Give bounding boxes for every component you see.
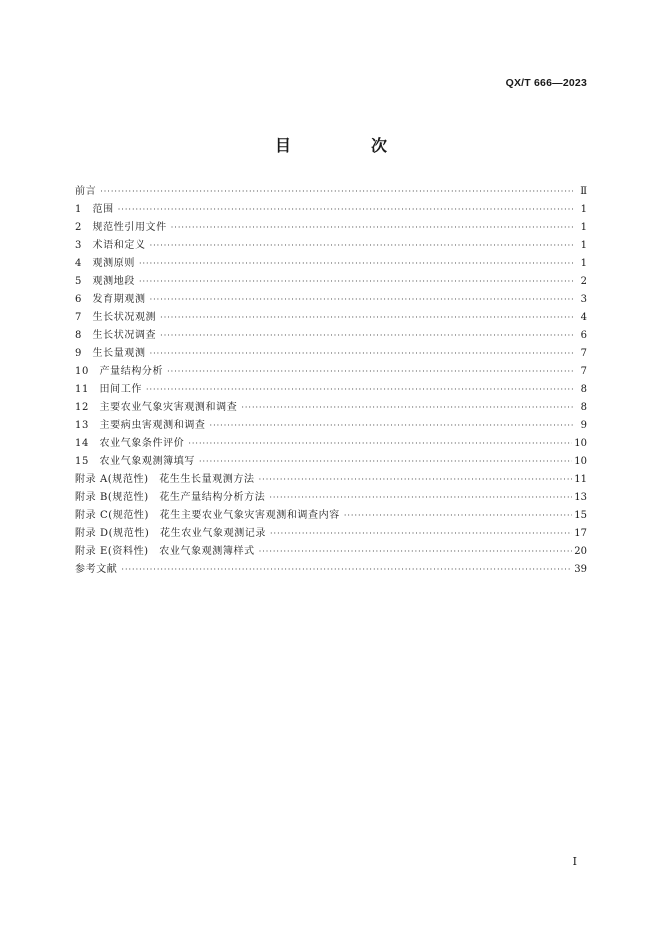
toc-entry-label: 5 观测地段	[75, 276, 135, 287]
toc-entry-page: 39	[574, 564, 587, 575]
toc-entry-12[interactable]	[75, 399, 587, 417]
toc-entry-label: 11 田间工作	[75, 384, 142, 395]
toc-dot-leader	[160, 327, 573, 345]
toc-entry-5[interactable]	[75, 273, 587, 291]
toc-dot-leader	[150, 345, 573, 363]
toc-dot-leader	[259, 543, 573, 561]
toc-entry-label: 附录 B(规范性) 花生产量结构分析方法	[75, 492, 266, 503]
page-title: 目 次	[274, 136, 419, 155]
toc-entry-page: 1	[580, 222, 587, 233]
toc-dot-leader	[241, 399, 573, 417]
toc-entry-page: 2	[580, 276, 587, 287]
toc-dot-leader	[167, 363, 573, 381]
toc-entry-4[interactable]	[75, 255, 587, 273]
toc-entry-6[interactable]	[75, 291, 587, 309]
toc-entry-page: 13	[574, 492, 587, 503]
toc-dot-leader	[118, 201, 573, 219]
toc-entry-page: 20	[574, 546, 587, 557]
toc-entry-page: 3	[580, 294, 587, 305]
toc-dot-leader	[259, 471, 573, 489]
toc-dot-leader	[121, 561, 572, 579]
toc-entry-appendix-e[interactable]	[75, 543, 587, 561]
toc-entry-1[interactable]	[75, 201, 587, 219]
toc-entry-page: 17	[574, 528, 587, 539]
toc-entry-appendix-b[interactable]	[75, 489, 587, 507]
toc-entry-page: 10	[574, 456, 587, 467]
toc-entry-page: 7	[580, 366, 587, 377]
toc-dot-leader	[210, 417, 573, 435]
toc-entry-label: 前言	[75, 186, 97, 197]
toc-entry-label: 4 观测原则	[75, 258, 135, 269]
document-code: QX/T 666—2023	[505, 77, 587, 89]
toc-entry-page: 4	[580, 312, 587, 323]
toc-entry-3[interactable]	[75, 237, 587, 255]
toc-dot-leader	[139, 255, 573, 273]
toc-dot-leader	[160, 309, 573, 327]
toc-entry-page: 9	[580, 420, 587, 431]
toc-entry-page: 10	[574, 438, 587, 449]
toc-dot-leader	[100, 183, 573, 201]
table-of-contents	[75, 183, 587, 579]
toc-entry-label: 6 发育期观测	[75, 294, 146, 305]
toc-entry-2[interactable]	[75, 219, 587, 237]
toc-entry-page: 1	[580, 240, 587, 251]
toc-entry-appendix-d[interactable]	[75, 525, 587, 543]
toc-entry-label: 附录 E(资料性) 农业气象观测簿样式	[75, 546, 255, 557]
toc-entry-label: 9 生长量观测	[75, 348, 146, 359]
toc-entry-page: 11	[574, 474, 587, 485]
toc-entry-appendix-c[interactable]	[75, 507, 587, 525]
toc-entry-page: 8	[580, 384, 587, 395]
toc-entry-label: 12 主要农业气象灾害观测和调查	[75, 402, 238, 413]
toc-entry-label: 附录 A(规范性) 花生生长量观测方法	[75, 474, 255, 485]
toc-entry-page: 8	[580, 402, 587, 413]
toc-entry-11[interactable]	[75, 381, 587, 399]
toc-entry-label: 3 术语和定义	[75, 240, 146, 251]
toc-dot-leader	[150, 237, 573, 255]
toc-entry-label: 8 生长状况调查	[75, 330, 157, 341]
toc-entry-appendix-a[interactable]	[75, 471, 587, 489]
toc-dot-leader	[344, 507, 572, 525]
toc-dot-leader	[270, 525, 572, 543]
toc-entry-label: 1 范围	[75, 204, 114, 215]
toc-entry-label: 10 产量结构分析	[75, 366, 164, 377]
toc-entry-page: 1	[580, 204, 587, 215]
toc-entry-label: 附录 C(规范性) 花生主要农业气象灾害观测和调查内容	[75, 510, 340, 521]
toc-entry-page: Ⅱ	[580, 186, 587, 197]
toc-entry-page: 1	[580, 258, 587, 269]
toc-entry-label: 7 生长状况观测	[75, 312, 157, 323]
toc-dot-leader	[269, 489, 572, 507]
toc-entry-14[interactable]	[75, 435, 587, 453]
toc-dot-leader	[188, 435, 572, 453]
toc-entry-label: 14 农业气象条件评价	[75, 438, 185, 449]
toc-entry-13[interactable]	[75, 417, 587, 435]
toc-entry-page: 15	[574, 510, 587, 521]
toc-entry-label: 15 农业气象观测簿填写	[75, 456, 195, 467]
toc-entry-label: 附录 D(规范性) 花生农业气象观测记录	[75, 528, 266, 539]
toc-dot-leader	[139, 273, 573, 291]
page-number: Ⅰ	[572, 855, 577, 868]
toc-entry-8[interactable]	[75, 327, 587, 345]
toc-entry-references[interactable]	[75, 561, 587, 579]
toc-entry-page: 6	[580, 330, 587, 341]
toc-entry-9[interactable]	[75, 345, 587, 363]
toc-entry-foreword[interactable]	[75, 183, 587, 201]
toc-dot-leader	[146, 381, 573, 399]
toc-dot-leader	[171, 219, 573, 237]
toc-entry-7[interactable]	[75, 309, 587, 327]
toc-entry-10[interactable]	[75, 363, 587, 381]
toc-entry-label: 参考文献	[75, 564, 118, 575]
toc-dot-leader	[150, 291, 573, 309]
toc-entry-label: 13 主要病虫害观测和调查	[75, 420, 206, 431]
toc-dot-leader	[199, 453, 572, 471]
toc-entry-page: 7	[580, 348, 587, 359]
toc-entry-15[interactable]	[75, 453, 587, 471]
toc-entry-label: 2 规范性引用文件	[75, 222, 167, 233]
